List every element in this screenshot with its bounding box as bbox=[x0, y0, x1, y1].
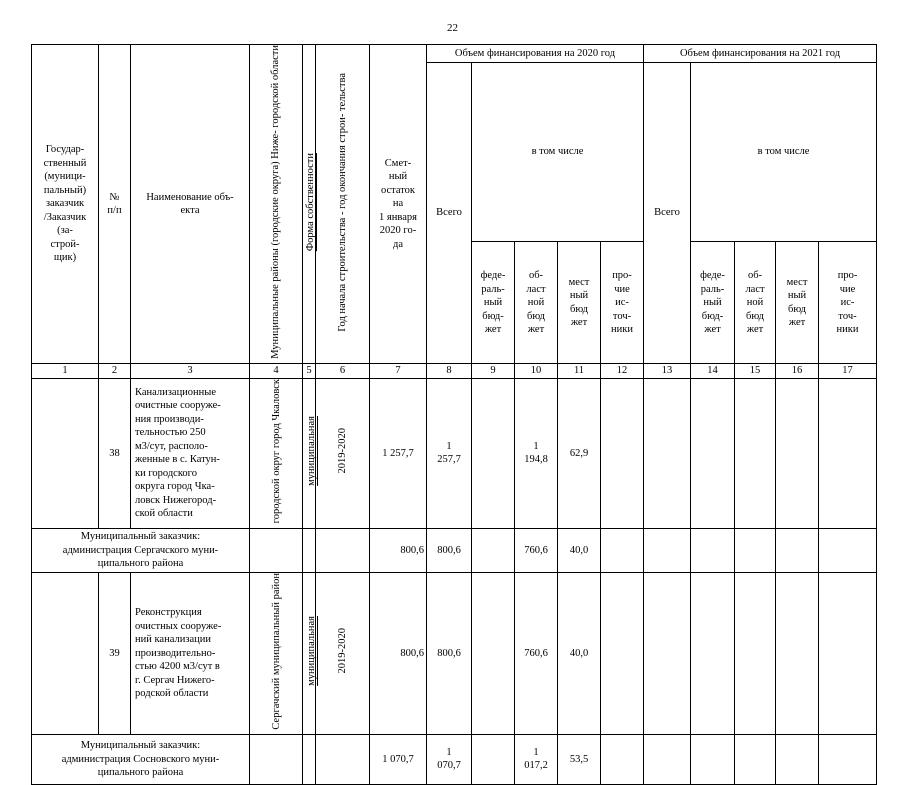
table-row-38 bbox=[32, 378, 877, 528]
header-regional-2021: об- ласт ной бюд жет bbox=[735, 242, 776, 364]
header-ownership: Форма собственности bbox=[303, 45, 316, 364]
table-row-sergach-customer bbox=[32, 528, 877, 572]
cell-total-2020: 1 070,7 bbox=[427, 734, 472, 784]
cell-other-2020 bbox=[601, 378, 644, 528]
customer-label: Муниципальный заказчик: администрация Сергачского муни- ципального района bbox=[32, 528, 250, 572]
cell-customer bbox=[32, 572, 99, 734]
header-balance: Смет- ный остаток на 1 января 2020 го- да bbox=[370, 45, 427, 364]
cell-ownership bbox=[303, 528, 316, 572]
cell-total-2021 bbox=[644, 734, 691, 784]
col-number: 12 bbox=[601, 364, 644, 379]
header-regional-2020: об- ласт ной бюд жет bbox=[515, 242, 558, 364]
col-number: 5 bbox=[303, 364, 316, 379]
col-number: 9 bbox=[472, 364, 515, 379]
cell-total-2021 bbox=[644, 572, 691, 734]
col-number: 17 bbox=[819, 364, 877, 379]
cell-total-2020: 800,6 bbox=[427, 572, 472, 734]
cell-other-2020 bbox=[601, 528, 644, 572]
cell-regional-2021 bbox=[735, 734, 776, 784]
cell-balance: 800,6 bbox=[370, 528, 427, 572]
cell-federal-2020 bbox=[472, 378, 515, 528]
header-local-2020: мест ный бюд жет bbox=[558, 242, 601, 364]
header-incl-2020: в том числе bbox=[472, 63, 644, 242]
header-total-2020: Всего bbox=[427, 63, 472, 364]
header-federal-2020: феде- раль- ный бюд- жет bbox=[472, 242, 515, 364]
header-customer: Государ- ственный (муници- пальный) заказчик /Заказчик (за- строй- щик) bbox=[32, 45, 99, 364]
header-fin-2021: Объем финансирования на 2021 год bbox=[644, 45, 877, 63]
cell-total-2020: 1 257,7 bbox=[427, 378, 472, 528]
table-row-sosnovsky-customer bbox=[32, 734, 877, 784]
col-number: 10 bbox=[515, 364, 558, 379]
cell-federal-2021 bbox=[691, 378, 735, 528]
col-number: 3 bbox=[131, 364, 250, 379]
cell-local-2021 bbox=[776, 734, 819, 784]
cell-federal-2021 bbox=[691, 528, 735, 572]
header-local-2021: мест ный бюд жет bbox=[776, 242, 819, 364]
cell-total-2021 bbox=[644, 378, 691, 528]
cell-other-2021 bbox=[819, 378, 877, 528]
cell-object-name: Канализационные очистные сооруже- ния производи- тельностью 250 м3/сут, располо- женные в с. Катун- ки городского округа город Чка- ловск Нижегород- ской области bbox=[131, 378, 250, 528]
col-number: 11 bbox=[558, 364, 601, 379]
col-number: 6 bbox=[316, 364, 370, 379]
header-other-2020: про- чие ис- точ- ники bbox=[601, 242, 644, 364]
cell-district: городской округ город Чкаловск bbox=[250, 378, 303, 528]
cell-district: Сергачский муниципальный район bbox=[250, 572, 303, 734]
cell-local-2021 bbox=[776, 572, 819, 734]
cell-local-2020: 62,9 bbox=[558, 378, 601, 528]
cell-district bbox=[250, 734, 303, 784]
cell-other-2021 bbox=[819, 734, 877, 784]
cell-local-2021 bbox=[776, 528, 819, 572]
col-number: 16 bbox=[776, 364, 819, 379]
cell-number: 39 bbox=[99, 572, 131, 734]
header-years: Год начала строительства - год окончания строи- тельства bbox=[316, 45, 370, 364]
cell-customer bbox=[32, 378, 99, 528]
cell-ownership: муниципальная bbox=[303, 378, 316, 528]
col-number: 15 bbox=[735, 364, 776, 379]
cell-balance: 1 257,7 bbox=[370, 378, 427, 528]
cell-number: 38 bbox=[99, 378, 131, 528]
cell-years: 2019-2020 bbox=[316, 572, 370, 734]
col-number: 13 bbox=[644, 364, 691, 379]
cell-regional-2020: 760,6 bbox=[515, 528, 558, 572]
cell-regional-2020: 760,6 bbox=[515, 572, 558, 734]
cell-total-2021 bbox=[644, 528, 691, 572]
cell-years: 2019-2020 bbox=[316, 378, 370, 528]
column-numbers-row bbox=[32, 364, 877, 379]
cell-local-2020: 40,0 bbox=[558, 572, 601, 734]
cell-other-2020 bbox=[601, 572, 644, 734]
col-number: 2 bbox=[99, 364, 131, 379]
cell-ownership: муниципальная bbox=[303, 572, 316, 734]
col-number: 1 bbox=[32, 364, 99, 379]
financing-table bbox=[31, 44, 877, 785]
col-number: 8 bbox=[427, 364, 472, 379]
cell-total-2020: 800,6 bbox=[427, 528, 472, 572]
cell-regional-2020: 1 194,8 bbox=[515, 378, 558, 528]
cell-balance: 1 070,7 bbox=[370, 734, 427, 784]
cell-regional-2021 bbox=[735, 378, 776, 528]
cell-federal-2020 bbox=[472, 572, 515, 734]
cell-other-2021 bbox=[819, 572, 877, 734]
table-row-39 bbox=[32, 572, 877, 734]
cell-federal-2021 bbox=[691, 734, 735, 784]
cell-local-2021 bbox=[776, 378, 819, 528]
cell-regional-2021 bbox=[735, 528, 776, 572]
header-other-2021: про- чие ис- точ- ники bbox=[819, 242, 877, 364]
cell-federal-2021 bbox=[691, 572, 735, 734]
cell-local-2020: 40,0 bbox=[558, 528, 601, 572]
customer-label: Муниципальный заказчик: администрация Сосновского муни- ципального района bbox=[32, 734, 250, 784]
header-object-name: Наименование объ- екта bbox=[131, 45, 250, 364]
cell-other-2020 bbox=[601, 734, 644, 784]
page-number: 22 bbox=[447, 22, 458, 34]
cell-local-2020: 53,5 bbox=[558, 734, 601, 784]
header-number: № п/п bbox=[99, 45, 131, 364]
cell-other-2021 bbox=[819, 528, 877, 572]
col-number: 4 bbox=[250, 364, 303, 379]
col-number: 14 bbox=[691, 364, 735, 379]
cell-ownership bbox=[303, 734, 316, 784]
cell-district bbox=[250, 528, 303, 572]
cell-years bbox=[316, 528, 370, 572]
cell-federal-2020 bbox=[472, 528, 515, 572]
cell-federal-2020 bbox=[472, 734, 515, 784]
header-total-2021: Всего bbox=[644, 63, 691, 364]
col-number: 7 bbox=[370, 364, 427, 379]
header-districts: Муниципальные районы (городские округа) Ниже- городской области bbox=[250, 45, 303, 364]
header-incl-2021: в том числе bbox=[691, 63, 877, 242]
cell-regional-2021 bbox=[735, 572, 776, 734]
cell-balance: 800,6 bbox=[370, 572, 427, 734]
cell-regional-2020: 1 017,2 bbox=[515, 734, 558, 784]
cell-object-name: Реконструкция очистных сооруже- ний канализации производительно- стью 4200 м3/сут в г. Сергач Нижего- родской области bbox=[131, 572, 250, 734]
header-federal-2021: феде- раль- ный бюд- жет bbox=[691, 242, 735, 364]
cell-years bbox=[316, 734, 370, 784]
header-fin-2020: Объем финансирования на 2020 год bbox=[427, 45, 644, 63]
